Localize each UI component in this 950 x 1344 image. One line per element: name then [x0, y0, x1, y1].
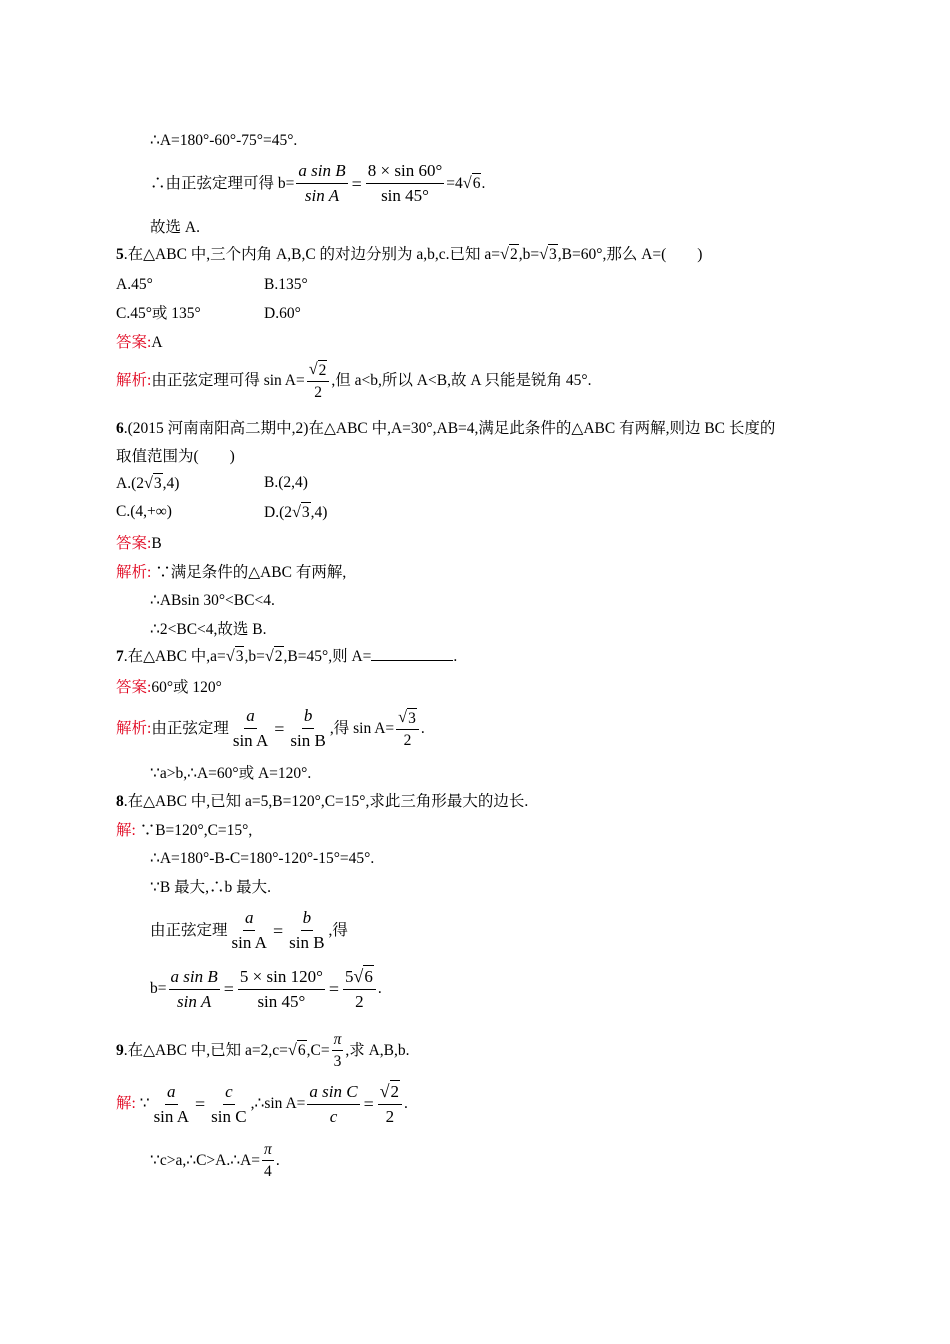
fraction — [287, 907, 326, 954]
radical-icon: √ — [143, 474, 153, 492]
text: . — [377, 980, 382, 997]
text: .在△ABC 中,已知 a=2,c= — [123, 1041, 288, 1059]
cont-line-1: ∴A=180°-60°-75°=45°. — [150, 132, 298, 149]
equals-sign: = — [328, 979, 340, 999]
radicand: 2 — [318, 362, 327, 379]
text: .(2015 河南南阳高二期中,2)在△ABC 中,A=30°,AB=4,满足此条件的△ABC 有两解,则边 BC 长度的 — [123, 420, 776, 437]
solution-label: 解: — [116, 822, 136, 839]
option-c: C.(4,+∞) — [116, 503, 172, 520]
radicand: 6 — [364, 967, 373, 986]
solution-9-line-2 — [150, 1140, 280, 1181]
answer-label: 答案: — [116, 334, 152, 351]
explanation-5 — [116, 360, 591, 402]
sqrt — [292, 502, 311, 523]
text: 由正弦定理可得 sin A= — [151, 372, 305, 389]
text: ,得 — [328, 921, 348, 939]
solution-8-line-2: ∴A=180°-B-C=180°-120°-15°=45°. — [150, 850, 375, 867]
answer-blank[interactable] — [371, 646, 453, 661]
radical-icon: √ — [462, 174, 472, 192]
numerator: π — [262, 1140, 274, 1161]
text: .在△ABC 中,a= — [123, 648, 226, 665]
cont-line-2 — [150, 160, 485, 207]
text: ,B=60°,那么 A=( ) — [557, 246, 703, 263]
explanation-label: 解析: — [116, 372, 152, 389]
numerator: a sin C — [307, 1081, 359, 1105]
numerator: b — [301, 907, 314, 931]
option-c: C.45°或 135° — [116, 305, 201, 322]
numerator: 8 × sin 60° — [366, 160, 444, 184]
radical-icon: √ — [264, 647, 274, 665]
radicand: 6 — [472, 175, 481, 192]
radicand: 3 — [301, 504, 310, 521]
solution-label: 解: — [116, 1095, 136, 1112]
denominator: sin A — [232, 731, 269, 750]
sqrt — [309, 360, 328, 380]
option-a: A.45° — [116, 276, 153, 293]
sqrt — [539, 244, 558, 265]
option-b: B.135° — [264, 276, 308, 293]
radical-icon: √ — [500, 245, 509, 263]
numerator: a sin B — [296, 160, 347, 184]
sqrt — [144, 473, 163, 494]
question-number: 8 — [116, 793, 124, 810]
denominator: 2 — [385, 1107, 395, 1126]
question-6-line-1 — [116, 419, 775, 439]
question-6-line-2: 取值范围为( ) — [116, 448, 235, 465]
equals-sign: = — [274, 718, 285, 739]
radicand: 3 — [153, 475, 162, 492]
radicand: 3 — [408, 709, 416, 727]
radicand: 3 — [235, 648, 244, 665]
equals-sign: = — [351, 173, 362, 194]
text: ∵c>a,∴C>A.∴A= — [150, 1151, 261, 1169]
denominator: 2 — [403, 731, 412, 749]
radical-icon: √ — [308, 360, 318, 378]
text: ,C= — [306, 1041, 330, 1059]
text: ∵满足条件的△ABC 有两解, — [155, 564, 347, 581]
option-b: B.(2,4) — [264, 474, 308, 491]
fraction — [230, 907, 269, 954]
explanation-7 — [116, 705, 425, 752]
sqrt — [500, 244, 519, 265]
question-9 — [116, 1030, 410, 1071]
radicand: 2 — [390, 1082, 400, 1101]
answer-6 — [116, 534, 162, 554]
radicand: 3 — [549, 246, 557, 263]
equals-sign: = — [272, 920, 284, 941]
text: ,求 A,B,b. — [345, 1041, 410, 1059]
equals-sign: = — [195, 1094, 206, 1114]
numerator: a — [165, 1081, 178, 1105]
text: 由正弦定理 — [151, 719, 229, 737]
fraction — [307, 360, 330, 402]
option-a — [116, 473, 179, 494]
text: b= — [150, 980, 167, 997]
text: ,4) — [162, 475, 180, 492]
text: ∵ — [139, 1095, 150, 1112]
radical-icon: √ — [398, 707, 408, 726]
question-8 — [116, 792, 528, 812]
denominator: sin C — [211, 1106, 247, 1126]
sqrt — [265, 646, 284, 667]
text: 5 — [345, 967, 354, 986]
explanation-label: 解析: — [116, 564, 152, 581]
text: =4 — [446, 174, 463, 192]
question-number: 9 — [116, 1041, 124, 1059]
answer-value: A — [151, 334, 163, 351]
text: ,∴sin A= — [250, 1095, 306, 1112]
text: 由正弦定理 — [150, 921, 228, 939]
question-7 — [116, 646, 457, 667]
sqrt — [380, 1080, 400, 1103]
numerator: c — [223, 1081, 235, 1105]
denominator: sin B — [289, 933, 325, 952]
explanation-6-line-3: ∴2<BC<4,故选 B. — [150, 621, 267, 638]
text: . — [420, 719, 425, 737]
denominator: sin A — [231, 933, 267, 952]
text: ,4) — [310, 504, 328, 521]
sqrt — [398, 708, 417, 728]
explanation-6 — [116, 563, 346, 583]
fraction — [307, 1081, 359, 1128]
text: ,b= — [244, 648, 265, 665]
radicand: 2 — [509, 246, 518, 263]
text: .在△ABC 中,三个内角 A,B,C 的对边分别为 a,b,c.已知 a= — [123, 246, 501, 263]
radical-icon: √ — [291, 503, 301, 521]
denominator: 2 — [314, 384, 322, 401]
option-d — [264, 502, 327, 523]
fraction — [366, 160, 444, 207]
radical-icon: √ — [225, 647, 235, 665]
explanation-6-line-2: ∴ABsin 30°<BC<4. — [150, 592, 275, 609]
text: ,得 sin A= — [329, 719, 395, 737]
denominator: sin B — [290, 731, 326, 750]
text: . — [275, 1151, 280, 1169]
answer-label: 答案: — [116, 679, 152, 696]
fraction — [343, 965, 376, 1013]
equals-sign: = — [223, 979, 234, 999]
numerator: 5 × sin 120° — [238, 966, 325, 990]
equals-sign: = — [363, 1094, 374, 1114]
solution-8-line-4 — [150, 907, 348, 954]
sqrt — [354, 965, 374, 988]
answer-label: 答案: — [116, 535, 152, 552]
radicand: 2 — [274, 648, 283, 665]
fraction — [296, 160, 347, 207]
text: . — [404, 1095, 408, 1112]
cont-line-3: 故选 A. — [150, 219, 200, 236]
numerator: π — [332, 1030, 344, 1051]
explanation-label: 解析: — [116, 719, 152, 737]
answer-value: B — [151, 535, 162, 552]
denominator: 2 — [355, 992, 364, 1011]
numerator: a sin B — [169, 966, 220, 990]
text: ∵B=120°,C=15°, — [139, 822, 253, 839]
denominator: 4 — [264, 1163, 272, 1180]
radical-icon: √ — [379, 1081, 390, 1101]
text: ,B=45°,则 A= — [283, 648, 372, 665]
explanation-7-line-2: ∵a>b,∴A=60°或 A=120°. — [150, 765, 312, 782]
fraction — [169, 966, 220, 1013]
radical-icon: √ — [353, 966, 364, 986]
denominator: sin 45° — [381, 186, 429, 205]
answer-value: 60°或 120° — [151, 679, 222, 696]
numerator: b — [302, 705, 315, 729]
denominator: sin 45° — [257, 991, 306, 1011]
answer-5 — [116, 333, 163, 353]
text: D.(2 — [264, 504, 292, 521]
solution-9 — [116, 1080, 408, 1128]
fraction — [262, 1140, 274, 1181]
numerator: a — [244, 705, 257, 729]
text: . — [453, 648, 458, 665]
radical-icon: √ — [539, 245, 549, 263]
fraction — [332, 1030, 344, 1071]
solution-8-line-3: ∵B 最大,∴b 最大. — [150, 879, 271, 896]
sqrt — [288, 1040, 307, 1061]
denominator: 3 — [333, 1053, 342, 1070]
fraction — [152, 1081, 191, 1128]
text: .在△ABC 中,已知 a=5,B=120°,C=15°,求此三角形最大的边长. — [123, 793, 529, 810]
denominator: sin A — [304, 186, 340, 205]
fraction — [238, 966, 325, 1013]
denominator: c — [329, 1106, 338, 1126]
denominator: sin A — [177, 991, 212, 1011]
fraction — [396, 708, 419, 750]
fraction — [378, 1080, 402, 1128]
text: ,b= — [518, 246, 540, 263]
sqrt — [226, 646, 245, 667]
text: ,但 a<b,所以 A<B,故 A 只能是锐角 45°. — [331, 372, 592, 389]
solution-8 — [116, 821, 252, 841]
question-number: 7 — [116, 648, 124, 665]
question-number: 5 — [116, 246, 124, 263]
fraction — [209, 1081, 248, 1128]
solution-8-line-5 — [150, 965, 382, 1013]
answer-7 — [116, 678, 222, 698]
radicand: 6 — [297, 1042, 306, 1059]
numerator: a — [243, 907, 256, 931]
text: . — [481, 174, 486, 192]
text: ∴由正弦定理可得 b= — [150, 174, 295, 192]
fraction — [231, 705, 270, 752]
fraction — [288, 705, 327, 752]
radical-icon: √ — [287, 1041, 297, 1059]
question-5 — [116, 244, 702, 265]
denominator: sin A — [153, 1106, 189, 1126]
text: A.(2 — [116, 475, 144, 492]
sqrt — [463, 173, 482, 194]
option-d: D.60° — [264, 305, 301, 322]
question-number: 6 — [116, 420, 124, 437]
